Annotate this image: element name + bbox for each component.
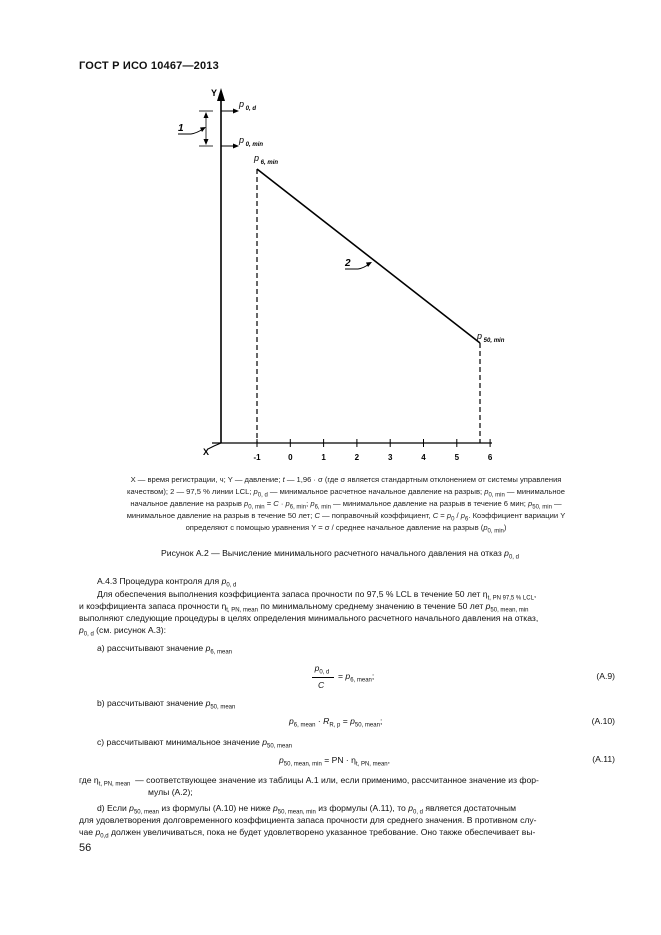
x-tick-label: 2 [354,453,360,462]
x-tick-label: 0 [288,453,293,462]
legend-line-3: начальное давление на разрыв $p_{0, min} = C \cdot p_{6, min}$; $p_{6, min}$ — минимальное давление на разрыв в течение 6 мин; $p_{50, min}$ — [130,499,562,511]
eq-a9-fraction-bar [312,677,334,678]
step-d-line-2: для удовлетворения долговременного коэффициента запаса прочности для среднего значения. В противном слу- [79,815,537,825]
step-b: b) рассчитывают значение $p_{50, mean}$ [97,698,236,711]
figure-caption: Рисунок А.2 — Вычисление минимального расчетного начального давления на отказ $p_{0, d}$ [161,548,519,561]
legend-line-2: качеством); 2 — 97,5 % линии LCL; $p_{0, d}$ — минимальное расчетное начальное давление на разрыв; $p_{0, min}$ — минимальное [127,487,565,499]
intro-line-4: $p_{0, d}$ (см. рисунок А.3): [79,625,167,638]
x-tick-label: -1 [253,453,261,462]
eq-a9-rhs: = $p_{6, mean}$; [338,671,375,684]
step-d-line-1: d) Если $p_{50, mean}$ из формулы (А.10) не ниже $p_{50, mean, min}$ из формулы (А.11), то $p_{0, d}$ является достаточным [97,803,517,816]
callout-1: 1 [178,123,184,134]
dim-arrow-down [204,139,209,145]
x-tick-label: 6 [487,453,493,462]
callout-2: 2 [345,258,351,269]
x-tick-label: 3 [387,453,393,462]
p6min-label: p $_{6, min}$ [254,153,279,166]
eq-a10-number: (A.10) [591,716,615,726]
eq-a10: $p_{6, mean} \cdot R_{R, p} = p_{50, mean}$; [289,716,383,729]
eq-a9-denominator: C [318,680,325,690]
x-tick-label: 4 [421,453,426,462]
legend-line-1: X — время регистрации, ч; Y — давление; t — 1,96 · σ (где σ является стандартным отклонением от системы управления [130,475,562,484]
intro-line-2: и коэффициента запаса прочности $\eta_{t, PN, mean}$ по минимальному среднему значению в течение 50 лет $p_{50, mean, min}$ [79,601,529,614]
eq-a11: $p_{50, mean, min}$ = PN · $\eta_{t, PN, mean}$, [279,755,391,768]
p50min-label: p $_{50, min}$ [477,331,505,344]
eq-a11-number: (A.11) [592,754,615,764]
step-d-line-3: чае $p_{0,d}$ должен увеличиваться, пока не будет удовлетворено указанное требование. Оно также обеспечивает вы- [79,827,536,840]
step-a: а) рассчитывают значение $p_{6, mean}$ [97,643,233,656]
x-tick-label: 1 [321,453,326,462]
document-header: ГОСТ Р ИСО 10467—2013 [79,60,219,72]
eq-a9-number: (A.9) [596,671,615,681]
p0d-label [238,99,256,112]
p0d-label-p: p [239,99,245,109]
x-tick-label: 5 [454,453,460,462]
x-axis-label: X [203,447,210,457]
callout-2-arrowhead [366,262,372,267]
dim-arrow-up [204,112,209,118]
where-line-2: мулы (А.2); [148,787,193,797]
p0d-arrow [233,109,239,114]
section-heading: А.4.3 Процедура контроля для $p_{0, d}$ [97,576,237,589]
eq-a9-numerator: $p_{0, d}$ [314,663,330,676]
legend-line-4: минимальное давление на разрыв в течение 50 лет; C — поправочный коэффициент, $C = p_0 / p_6$. Коэффициент вариации Y [126,511,566,523]
y-axis-arrow [217,88,225,101]
where-line-1: где $\eta_{t, PN, mean}$ — соответствующее значение из таблицы А.1 или, если применимо, рассчитанное значение из фор- [79,775,539,788]
step-c: с) рассчитывают минимальное значение $p_{50, mean}$ [97,737,293,750]
intro-line-3: выполняют следующие процедуры в целях определения минимального расчетного начального давления на отказ, [79,613,539,623]
page-number: 56 [79,842,92,854]
x-axis-arrow [208,443,221,449]
lcl-line [257,169,480,343]
p0min-label: p $_{0, min}$ [239,135,264,148]
intro-line-1: Для обеспечения выполнения коэффициента запаса прочности по 97,5 % LCL в течение 50 лет $\eta_{t, PN 97,5 \% LCL}$, [97,589,537,602]
p0d-label-sub: 0, d [244,106,257,112]
legend-line-5: определяют с помощью уравнения Y = σ / среднее начальное давление на разрыв $(p_{0, min})$ [185,523,507,535]
y-axis-label: Y [211,88,218,98]
callout-1-arrowhead [200,127,206,132]
